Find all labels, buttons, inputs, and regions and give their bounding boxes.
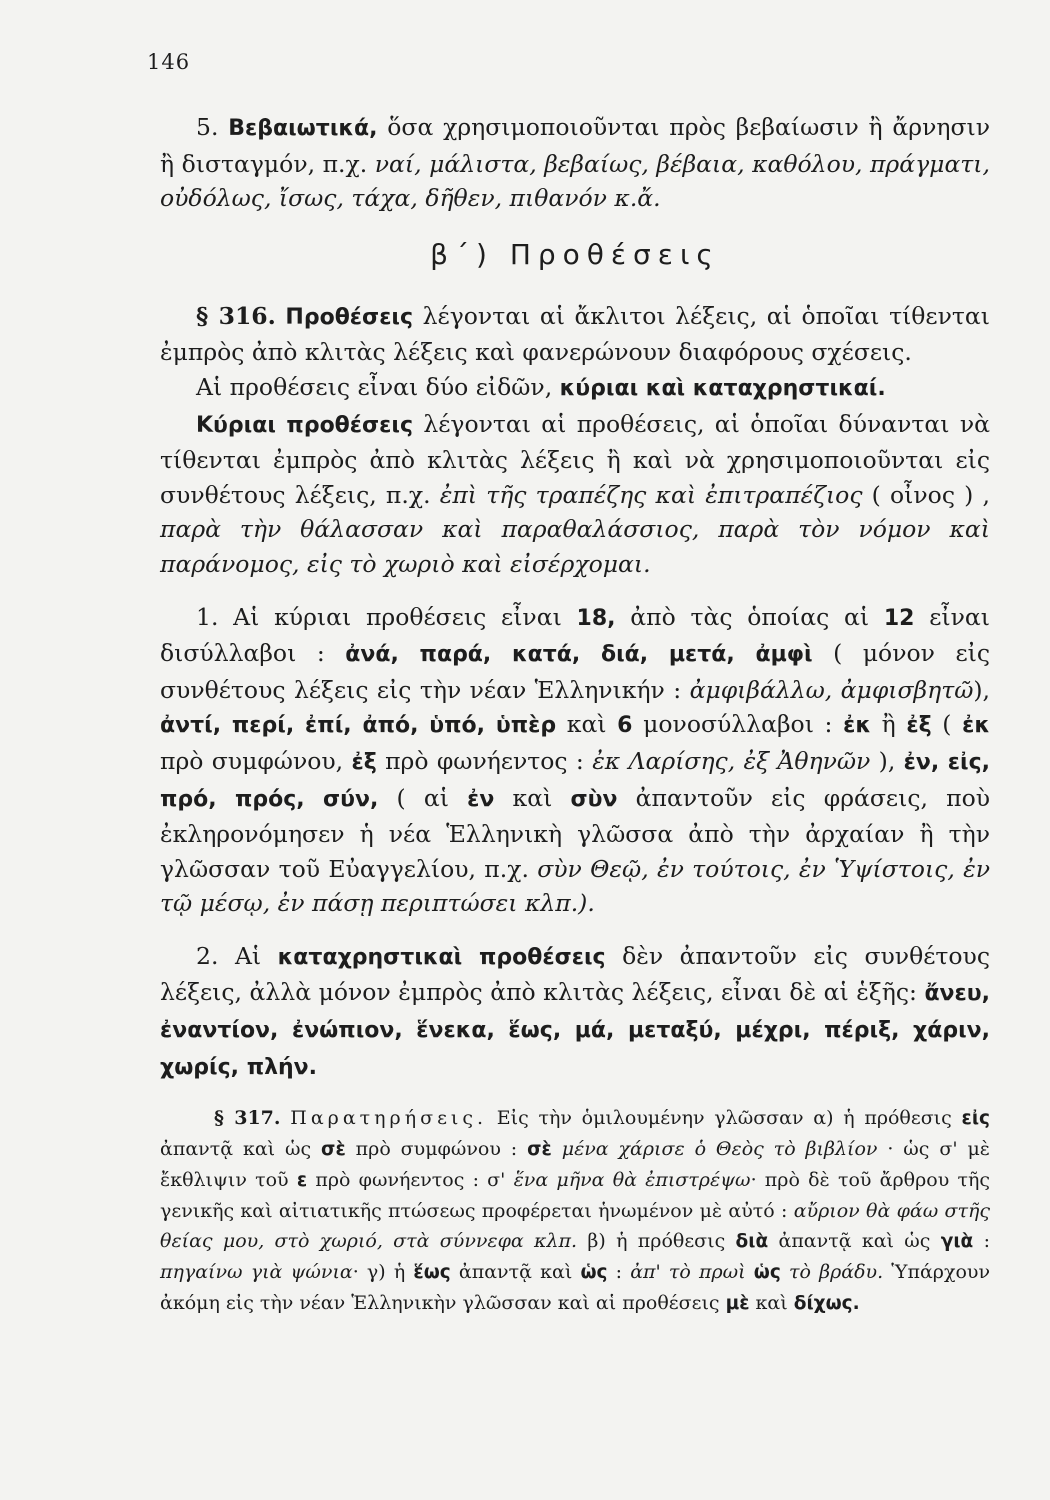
item1-a: 1. Αἱ κύριαι προθέσεις εἶναι [196, 602, 577, 631]
item1-b: ἀπὸ τὰς ὁποίας αἱ [615, 602, 884, 631]
item1-n6: 6 [617, 713, 633, 739]
s317-dia: διὰ [735, 1231, 769, 1253]
kyriai-term: Κύριαι προθέσεις [196, 412, 414, 438]
item1-h: ἢ [871, 710, 907, 739]
item1-ek2: ἐκ [962, 713, 990, 739]
s317-eis: εἰς [961, 1108, 990, 1130]
item1-mono: ἐν, εἰς, πρό, πρός, σύν, [160, 749, 991, 812]
item1-n: καὶ [494, 783, 571, 812]
paragraph-kyriai [160, 407, 990, 582]
s317-e: πρὸ φωνήεντος : σ' [307, 1169, 514, 1192]
s317-se2: σὲ [527, 1139, 552, 1161]
s317-ex6: τὸ βράδυ. [780, 1261, 884, 1284]
s317-a: Εἰς τὴν ὁμιλουμένην γλῶσσαν α) ἡ πρόθεσις [487, 1107, 962, 1130]
s317-ex5: ἀπ' τὸ πρωὶ [630, 1261, 754, 1284]
kyriai-examples: ἐπὶ τῆς τραπέζης καὶ ἐπιτραπέζιος [439, 480, 863, 509]
item1-ex1: ἀμφιβάλλω, ἀμφισβητῶ [689, 675, 974, 704]
item1-n12: 12 [883, 605, 915, 631]
para5-text: ὅσα χρησιμοποιοῦνται πρὸς βεβαίωσιν ἢ ἄρνησιν ἢ δισταγμόν, π.χ. [160, 113, 990, 178]
s317-os2: ὡς [753, 1262, 781, 1284]
spacer [160, 921, 990, 939]
item1-ex4: σὺν Θεῷ, ἐν τούτοις, ἐν Ὑψίστοις, ἐν τῷ μέσῳ, ἐν πάσῃ περιπτώσει κλπ.). [160, 854, 990, 918]
item1-l: ), [870, 746, 904, 775]
item1-e: ), [973, 675, 990, 704]
kyriai-paren: ( οἶνος ) , [862, 480, 990, 509]
item1-ex: ἐξ [906, 713, 932, 739]
para5-examples: ναί, μάλιστα, βεβαίως, βέβαια, καθόλου, πράγματι, οὐδόλως, ἴσως, τάχα, δῆθεν, πιθανόν κ.ἄ. [160, 149, 990, 213]
item1-en: ἐν [467, 786, 495, 812]
s317-label: Παρατηρήσεις. [290, 1107, 488, 1130]
paragraph-item-1 [160, 600, 990, 921]
paragraph-317 [160, 1103, 990, 1319]
item2-a: 2. Αἱ [196, 941, 278, 970]
s317-l: : [607, 1261, 631, 1284]
s316-num: § 316. [196, 301, 276, 330]
paragraph-item-2 [160, 939, 990, 1085]
s317-ex2: ἕνα μῆνα θὰ ἐπιστρέψω [513, 1169, 751, 1192]
s316-term: Προθέσεις [285, 304, 414, 330]
spacer [160, 582, 990, 600]
kinds-bold: κύριαι καὶ καταχρηστικαί. [559, 375, 886, 401]
s317-me: μὲ [725, 1293, 750, 1315]
s317-ex1: μένα χάρισε ὁ Θεὸς τὸ βιβλίον [551, 1138, 878, 1161]
item1-d: ( μόνον εἰς συνθέτους λέξεις εἰς τὴν νέαν Ἑλληνικήν : [160, 639, 990, 704]
item1-ex2: ἐξ [351, 749, 377, 775]
s317-num: § 317. [214, 1107, 281, 1130]
s317-n: καὶ [749, 1292, 794, 1315]
item1-k: πρὸ φωνήεντος : [376, 746, 593, 775]
item1-i: ( [931, 710, 963, 739]
s317-i: : [973, 1230, 990, 1253]
para5-lead: 5. [196, 113, 229, 141]
item1-ek: ἐκ [843, 713, 872, 739]
item1-m: ( αἱ [378, 783, 468, 812]
item1-n18: 18, [576, 605, 616, 631]
s317-gia: γιὰ [940, 1231, 974, 1253]
item1-f: καὶ [556, 710, 618, 739]
page-number: 146 [147, 50, 191, 74]
s317-se: σὲ [321, 1139, 346, 1161]
page-body [160, 110, 990, 1319]
para5-term: Βεβαιωτικά, [228, 116, 378, 141]
kyriai-examples2: παρὰ τὴν θάλασσαν καὶ παραθαλάσσιος, παρὰ τὸν νόμον καὶ παράνομος, εἰς τὸ χωριὸ καὶ εἰσέρχομαι. [160, 515, 990, 578]
kinds-text: Αἱ προθέσεις εἶναι δύο εἰδῶν, [196, 372, 560, 401]
s317-g: β) ἡ πρόθεσις [577, 1230, 736, 1253]
item1-syn: σὺν [570, 786, 618, 812]
item2-b: δὲν ἀπαντοῦν εἰς συνθέτους λέξεις, ἀλλὰ μόνον ἐμπρὸς ἀπὸ κλιτὰς λέξεις, εἶναι δὲ αἱ ἑξῆς: [160, 941, 991, 1007]
item1-disyl: ἀνά, παρά, κατά, διά, μετά, ἀμφὶ [345, 642, 813, 668]
section-heading: β΄) Προθέσεις [430, 237, 720, 271]
item2-list: ἄνευ, ἐναντίον, ἐνώπιον, ἕνεκα, ἕως, μά, μεταξύ, μέχρι, πέριξ, χάριν, χωρίς, πλήν. [160, 981, 990, 1080]
notes-317 [160, 1103, 990, 1319]
item1-g: μονοσύλλαβοι : [632, 710, 844, 739]
s317-m: Ὑπάρχουν ἀκόμη εἰς τὴν νέαν Ἑλληνικὴν γλῶσσαν καὶ αἱ προθέσεις [160, 1261, 991, 1315]
s317-j: · γ) ἡ [352, 1261, 414, 1284]
s317-os: ὡς [580, 1262, 608, 1284]
item1-o: ἀπαντοῦν εἰς φράσεις, ποὺ ἐκληρονόμησεν ἡ νέα Ἑλληνικὴ γλῶσσα ἀπὸ τὴν ἀρχαίαν ἢ τὴν γλῶσσαν τοῦ Εὐαγγελίου, π.χ. [160, 783, 991, 883]
spacer [160, 1085, 990, 1103]
s317-ex3: αὔριον θὰ φάω στῆς θείας μου, στὸ χωριό, στὰ σύννεφα κλπ. [160, 1200, 990, 1253]
item2-term: καταχρηστικαὶ προθέσεις [277, 944, 606, 970]
s316-text: λέγονται αἱ ἄκλιτοι λέξεις, αἱ ὁποῖαι τίθενται ἐμπρὸς ἀπὸ κλιτὰς λέξεις καὶ φανερώνουν διαφόρους σχέσεις. [160, 301, 990, 367]
s317-b: ἀπαντᾷ καὶ ὡς [160, 1138, 322, 1161]
item1-disyl2: ἀντί, περί, ἐπί, ἀπό, ὑπό, ὑπὲρ [160, 713, 557, 739]
item1-ex3: ἐκ Λαρίσης, ἐξ Ἀθηνῶν [592, 746, 871, 775]
paragraph-316 [160, 299, 990, 370]
item1-j: πρὸ συμφώνου, [160, 746, 352, 775]
s317-c: πρὸ συμφώνου : [345, 1138, 528, 1161]
s317-heos: ἕως [413, 1262, 451, 1284]
item1-c: εἶναι δισύλλαβοι : [160, 602, 990, 668]
s317-e-letter: ε [296, 1170, 308, 1192]
s317-f: · πρὸ δὲ τοῦ ἄρθρου τῆς γενικῆς καὶ αἰτιατικῆς πτώσεως προφέρεται ἡνωμένον μὲ αὐτό : [160, 1169, 991, 1223]
s317-k: ἀπαντᾷ καὶ [450, 1261, 581, 1284]
s317-dixos: δίχως. [793, 1293, 860, 1315]
s317-ex4: πηγαίνω γιὰ ψώνια [160, 1261, 353, 1284]
s317-h: ἀπαντᾷ καὶ ὡς [768, 1230, 941, 1253]
paragraph-adverbs-affirmative [160, 110, 990, 216]
paragraph-kinds [160, 370, 990, 407]
s317-d: · ὡς σ' μὲ ἔκθλιψιν τοῦ [160, 1138, 990, 1192]
kyriai-text: λέγονται αἱ προθέσεις, αἱ ὁποῖαι δύνανται νὰ τίθενται ἐμπρὸς ἀπὸ κλιτὰς λέξεις ἢ καὶ νὰ χρησιμοποιοῦνται εἰς συνθέτους λέξεις, π.χ. [160, 409, 990, 509]
